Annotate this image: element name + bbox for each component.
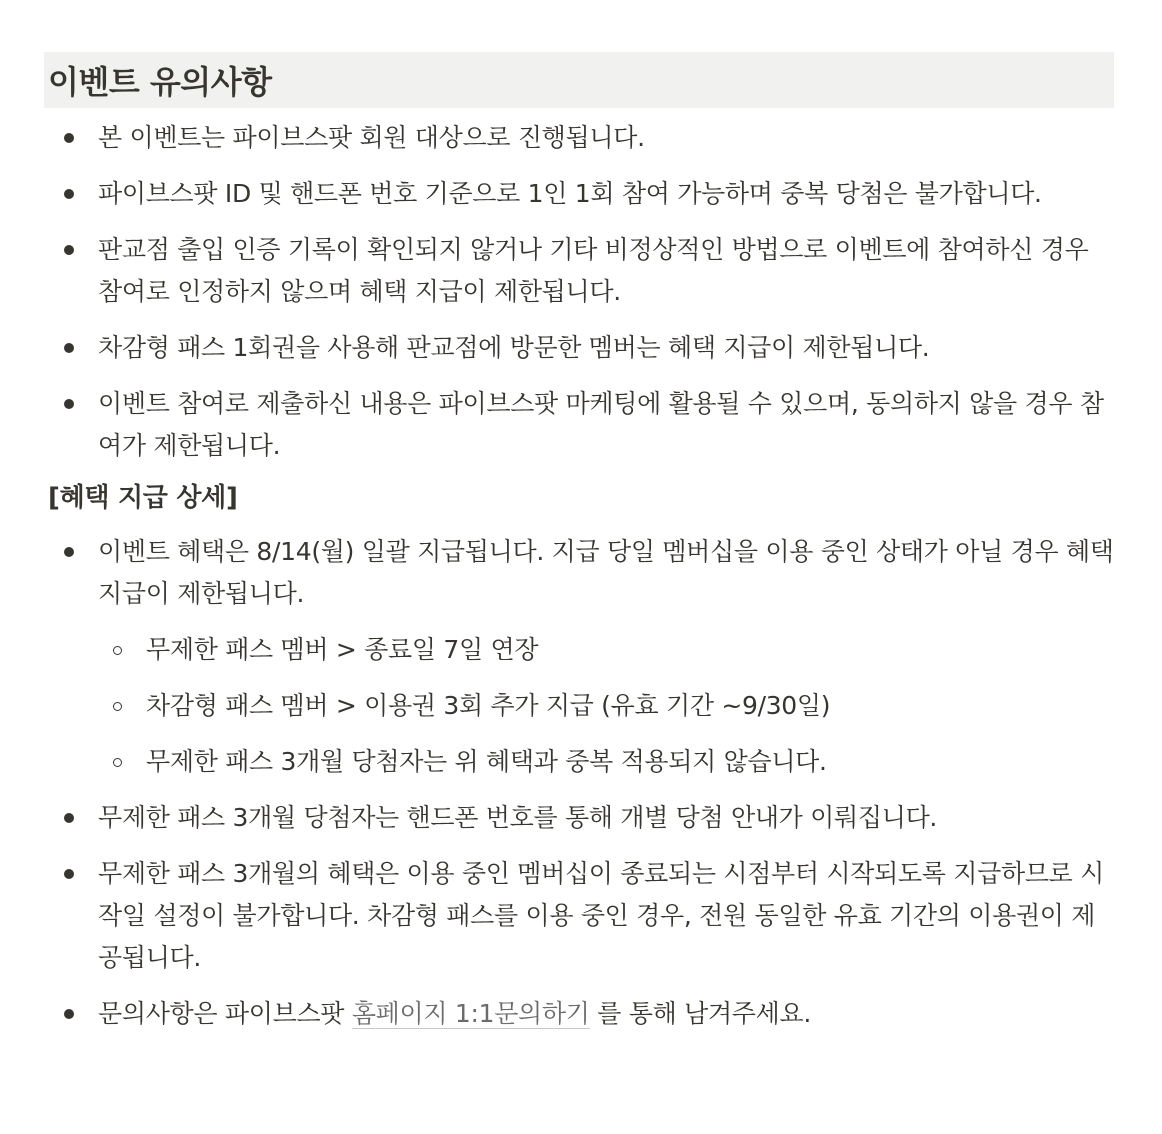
list-item-text: 를 통해 남겨주세요. — [597, 999, 812, 1028]
list-item — [44, 993, 1114, 1035]
section-title: 이벤트 유의사항 — [44, 52, 1114, 108]
list-item — [44, 383, 1114, 467]
bullet-icon — [64, 343, 74, 353]
list-item — [44, 173, 1114, 215]
bullet-icon — [64, 189, 74, 199]
list-item-text: 파이브스팟 ID 및 핸드폰 번호 기준으로 1인 1회 참여 가능하며 중복 당첨은 불가합니다. — [98, 179, 1042, 208]
list-item-text: 차감형 패스 1회권을 사용해 판교점에 방문한 멤버는 혜택 지급이 제한됩니다. — [98, 333, 930, 362]
list-item — [44, 853, 1114, 979]
bullet-icon — [64, 547, 74, 557]
list-item-text: 이벤트 혜택은 8/14(월) 일괄 지급됩니다. 지급 당일 멤버십을 이용 중인 상태가 아닐 경우 혜택 지급이 제한됩니다. — [98, 537, 1114, 608]
sub-list-item — [44, 629, 1114, 671]
list-item-text: 문의사항은 파이브스팟 — [98, 999, 345, 1028]
hollow-bullet-icon — [113, 702, 122, 711]
bullet-icon — [64, 245, 74, 255]
list-item-text: 무제한 패스 3개월 당첨자는 핸드폰 번호를 통해 개별 당첨 안내가 이뤄집니다. — [98, 803, 938, 832]
sub-list-item-text: 차감형 패스 멤버 > 이용권 3회 추가 지급 (유효 기간 ~9/30일) — [146, 691, 831, 720]
bullet-icon — [64, 813, 74, 823]
sub-list-item — [44, 741, 1114, 783]
bullet-icon — [64, 869, 74, 879]
inquiry-link[interactable]: 홈페이지 1:1문의하기 — [351, 999, 590, 1028]
list-item — [44, 531, 1114, 615]
notice-page — [44, 52, 1114, 1035]
bullet-icon — [64, 133, 74, 143]
list-item-text: 이벤트 참여로 제출하신 내용은 파이브스팟 마케팅에 활용될 수 있으며, 동의하지 않을 경우 참여가 제한됩니다. — [98, 389, 1104, 460]
bullet-icon — [64, 399, 74, 409]
benefit-list — [44, 531, 1114, 1035]
hollow-bullet-icon — [113, 646, 122, 655]
list-item — [44, 797, 1114, 839]
sub-list-item-text: 무제한 패스 3개월 당첨자는 위 혜택과 중복 적용되지 않습니다. — [146, 747, 827, 776]
list-item-text: 본 이벤트는 파이브스팟 회원 대상으로 진행됩니다. — [98, 123, 645, 152]
benefit-heading: [혜택 지급 상세] — [48, 483, 238, 513]
list-item — [44, 327, 1114, 369]
bullet-icon — [64, 1009, 74, 1019]
sub-list-item — [44, 685, 1114, 727]
list-item-text: 무제한 패스 3개월의 혜택은 이용 중인 멤버십이 종료되는 시점부터 시작되도록 지급하므로 시작일 설정이 불가합니다. 차감형 패스를 이용 중인 경우, 전원 동일한 유효 기간의 이용권이 제공됩니다. — [98, 859, 1105, 972]
list-item — [44, 229, 1114, 313]
notice-list — [44, 117, 1114, 467]
list-item — [44, 117, 1114, 159]
list-item-text: 판교점 출입 인증 기록이 확인되지 않거나 기타 비정상적인 방법으로 이벤트에 참여하신 경우 참여로 인정하지 않으며 혜택 지급이 제한됩니다. — [98, 235, 1089, 306]
sub-list-item-text: 무제한 패스 멤버 > 종료일 7일 연장 — [146, 635, 539, 664]
hollow-bullet-icon — [113, 758, 122, 767]
